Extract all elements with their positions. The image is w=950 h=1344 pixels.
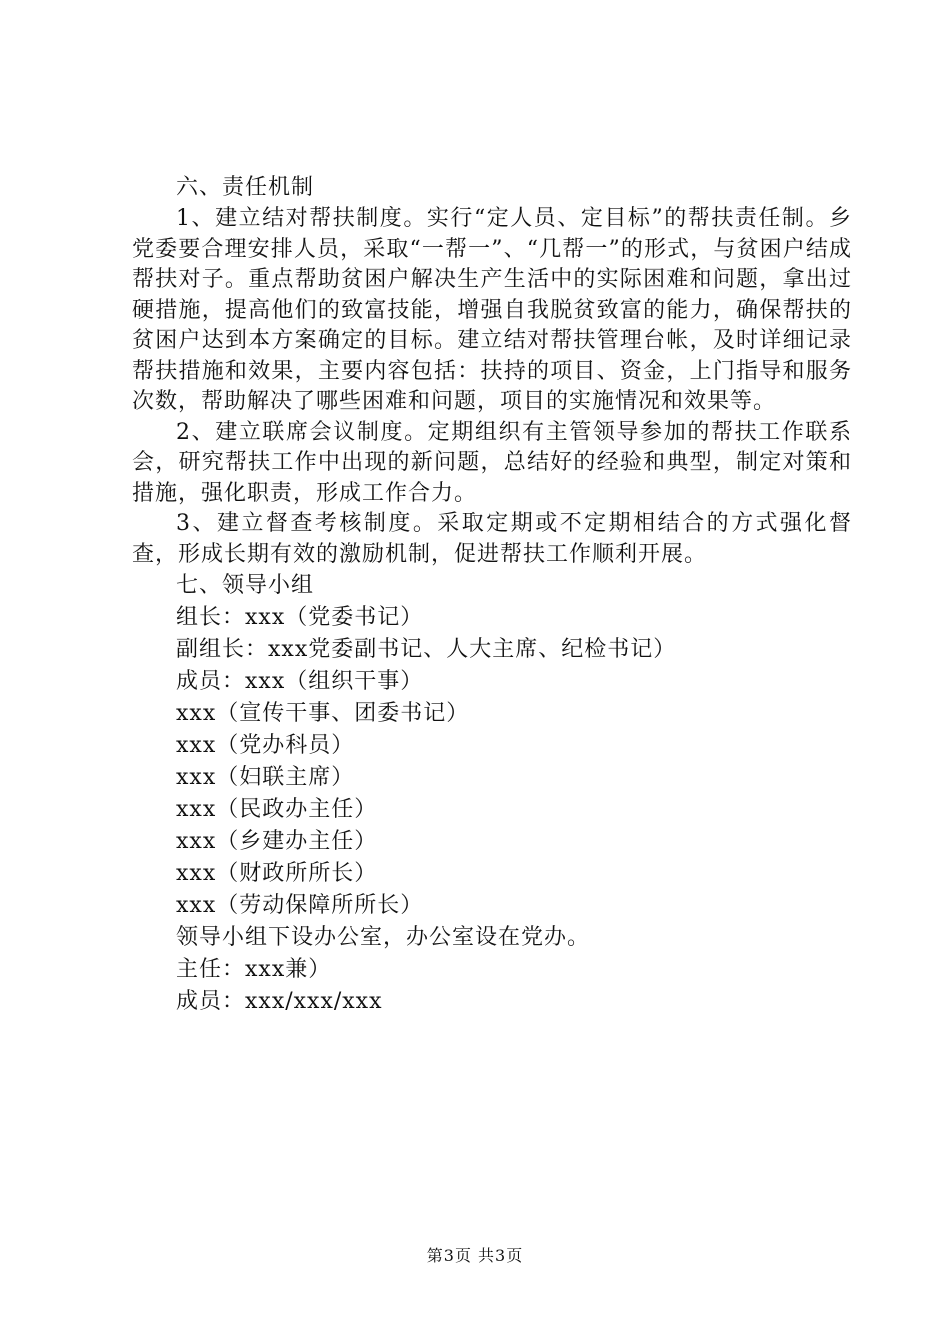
member-line: xxx（民政办主任） [176,797,378,822]
office-note-line: 领导小组下设办公室，办公室设在党办。 [176,925,591,950]
office-director-line: 主任：xxx兼） [176,957,332,982]
deputy-leader-line: 副组长：xxx党委副书记、人大主席、纪检书记） [176,637,677,662]
document-body [132,172,852,1018]
member-line: xxx（财政所所长） [176,861,378,886]
member-line: xxx（劳动保障所所长） [176,893,424,918]
group-leader-line: 组长：xxx（党委书记） [176,605,424,630]
paragraph-inspection-system: 3、建立督查考核制度。采取定期或不定期相结合的方式强化督查，形成长期有效的激励机制，促进帮扶工作顺利开展。 [132,511,852,567]
page-footer: 第3页 共3页 [426,1246,524,1265]
member-line: xxx（党办科员） [176,733,355,758]
section-heading-leading-group: 七、领导小组 [176,573,315,598]
office-members-line: 成员：xxx/xxx/xxx [176,989,383,1014]
member-line: xxx（妇联主席） [176,765,355,790]
members-label-line: 成员：xxx（组织干事） [176,669,424,694]
paragraph-pairing-system: 1、建立结对帮扶制度。实行“定人员、定目标”的帮扶责任制。乡党委要合理安排人员，采取“一帮一”、“几帮一”的形式，与贫困户结成帮扶对子。重点帮助贫困户解决生产生活中的实际困难和问题，拿出过硬措施，提高他们的致富技能，增强自我脱贫致富的能力，确保帮扶的贫困户达到本方案确定的目标。建立结对帮扶管理台帐，及时详细记录帮扶措施和效果，主要内容包括：扶持的项目、资金，上门指导和服务次数，帮助解决了哪些困难和问题，项目的实施情况和效果等。 [132,206,852,414]
paragraph-joint-meeting-system: 2、建立联席会议制度。定期组织有主管领导参加的帮扶工作联系会，研究帮扶工作中出现的新问题，总结好的经验和典型，制定对策和措施，强化职责，形成工作合力。 [132,419,852,506]
section-heading-responsibility: 六、责任机制 [176,175,315,200]
member-line: xxx（宣传干事、团委书记） [176,701,470,726]
member-line: xxx（乡建办主任） [176,829,378,854]
